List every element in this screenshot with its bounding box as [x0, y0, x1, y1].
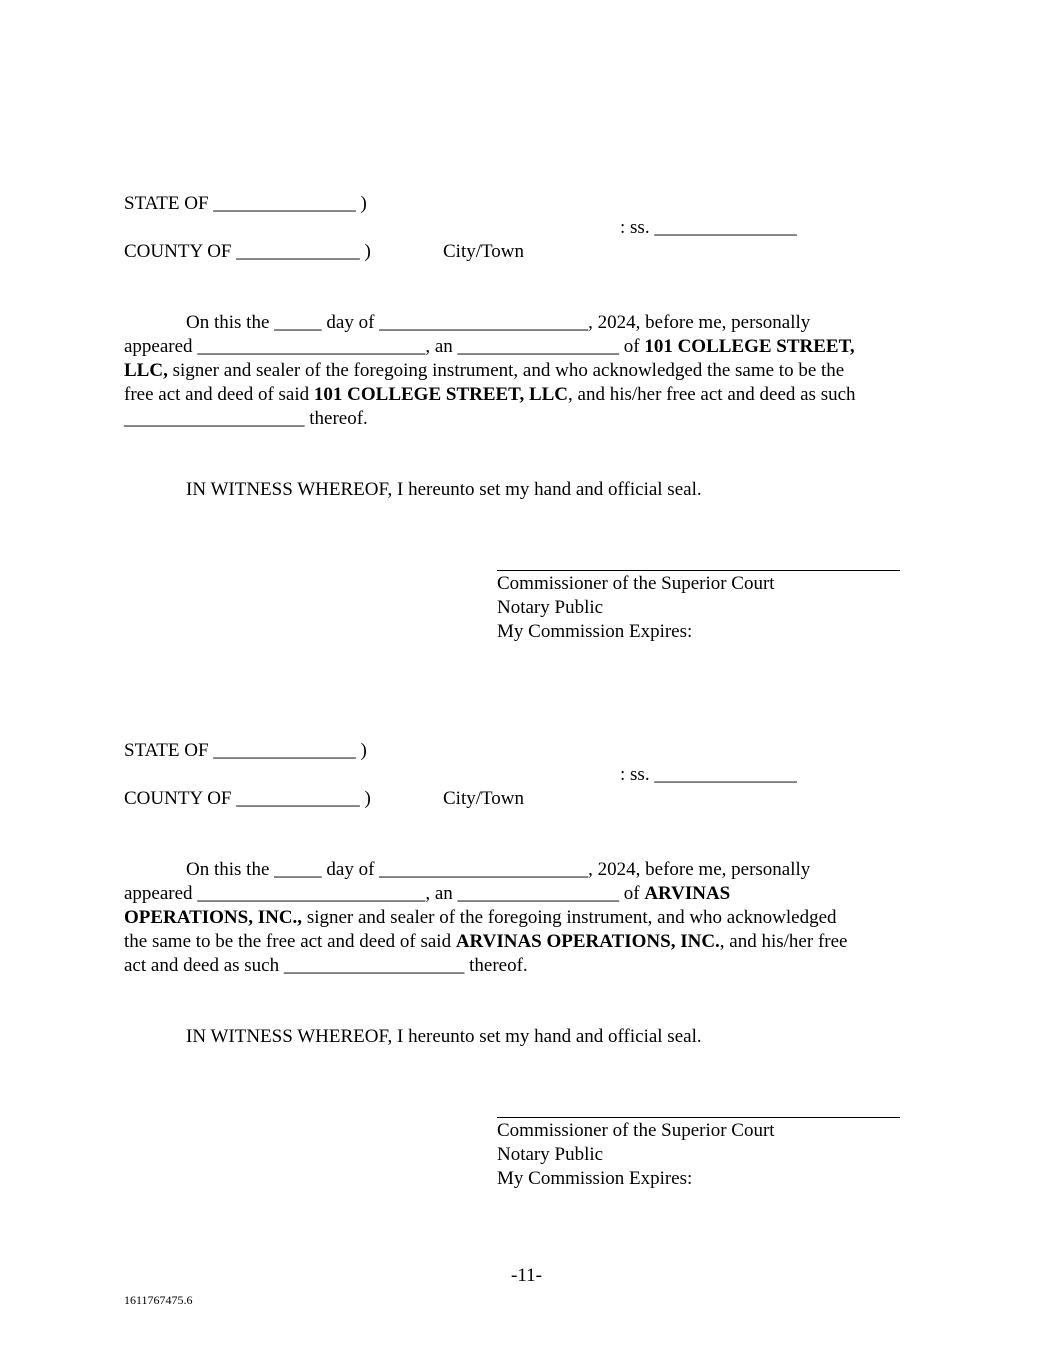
ss-line: : ss. _______________ — [620, 217, 797, 238]
document-id: 1611767475.6 — [124, 1293, 193, 1307]
signature-caption: Commissioner of the Superior Court Notary Public My Commission Expires: — [497, 1120, 775, 1189]
city-town-label: City/Town — [443, 788, 525, 809]
company-name: ARVINAS OPERATIONS, INC. — [455, 931, 720, 952]
state-of-line: STATE OF _______________ ) — [124, 193, 367, 214]
ss-line: : ss. _______________ — [620, 764, 797, 785]
county-of-line: COUNTY OF _____________ ) — [124, 788, 371, 809]
signature-line — [497, 1117, 900, 1118]
company-name: ARVINAS — [644, 883, 731, 904]
state-of-line: STATE OF _______________ ) — [124, 740, 367, 761]
witness-statement: IN WITNESS WHEREOF, I hereunto set my hand and official seal. — [186, 479, 702, 500]
company-name: 101 COLLEGE STREET, LLC — [313, 384, 569, 405]
company-name: 101 COLLEGE STREET, — [644, 336, 855, 357]
signature-caption: Commissioner of the Superior Court Notary Public My Commission Expires: — [497, 573, 775, 642]
acknowledgment-paragraph: On this the _____ day of ______________________, 2024, before me, personally appeared ________________________, an _________________ of ARVINAS OPERATIONS, INC., signer and sealer of the foregoing instrument, and who acknowledged the same to be the free act and deed of said ARVINAS OPERATIONS, INC., and his/her free act and deed as such ___________________ thereof. — [124, 859, 848, 976]
acknowledgment-paragraph: On this the _____ day of ______________________, 2024, before me, personally appeared ________________________, an _________________ of 101 COLLEGE STREET, LLC, signer and sealer of the foregoing instrument, and who acknowledged the same to be the free act and deed of said 101 COLLEGE STREET, LLC, and his/her free act and deed as such ___________________ thereof. — [124, 312, 856, 429]
city-town-label: City/Town — [443, 241, 525, 262]
page-number: -11- — [511, 1265, 542, 1286]
witness-statement: IN WITNESS WHEREOF, I hereunto set my hand and official seal. — [186, 1026, 702, 1047]
signature-line — [497, 570, 900, 571]
county-of-line: COUNTY OF _____________ ) — [124, 241, 371, 262]
